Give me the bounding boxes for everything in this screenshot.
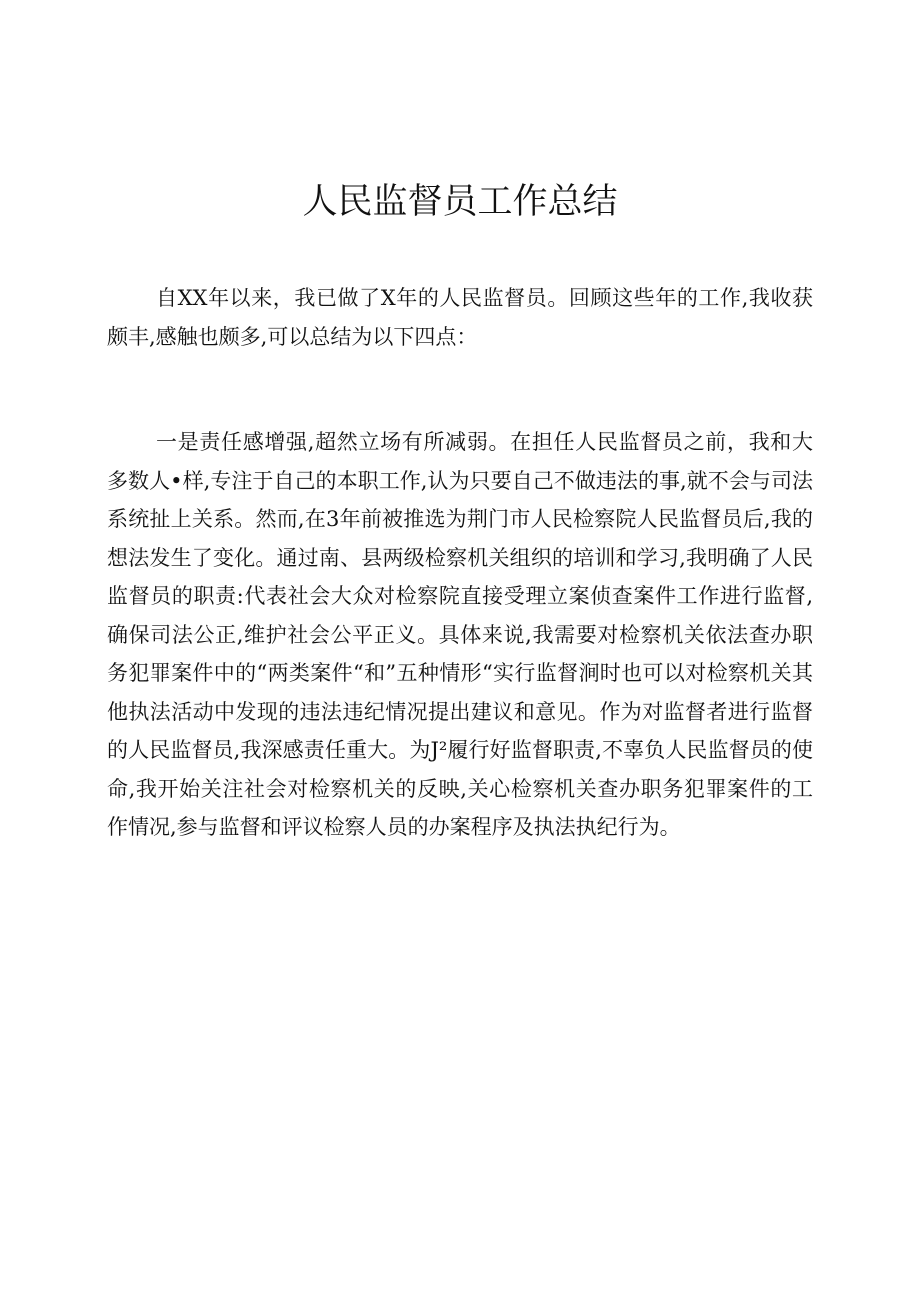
page-title: 人民监督员工作总结 <box>302 182 618 222</box>
intro-paragraph: 自XX年以来，我已做了X年的人民监督员。回顾这些年的工作,我收获颇丰,感触也颇多,可以总结为以下四点： <box>107 286 813 349</box>
body-paragraph-1: 一是责任感增强,超然立场有所减弱。在担任人民监督员之前，我和大多数人•样,专注于自己的本职工作,认为只要自己不做违法的事,就不会与司法系统扯上关系。然而,在3年前被推选为荆门市人民检察院人民监督员后,我的想法发生了变化。通过南、县两级检察机关组织的培训和学习,我明确了人民监督员的职责:代表社会大众对检察院直接受理立案侦查案件工作进行监督,确保司法公正,维护社会公平正义。具体来说,我需要对检察机关依法查办职务犯罪案件中的“两类案件“和”五种情形“实行监督涧时也可以对检察机关其他执法活动中发现的违法违纪情况提出建议和意见。作为对监督者进行监督的人民监督员,我深感责任重大。为J²履行好监督职责,不辜负人民监督员的使命,我开始关注社会对检察机关的反映,关心检察机关查办职务犯罪案件的工作情况,参与监督和评议检察人员的办案程序及执法执纪行为。 <box>107 430 813 839</box>
